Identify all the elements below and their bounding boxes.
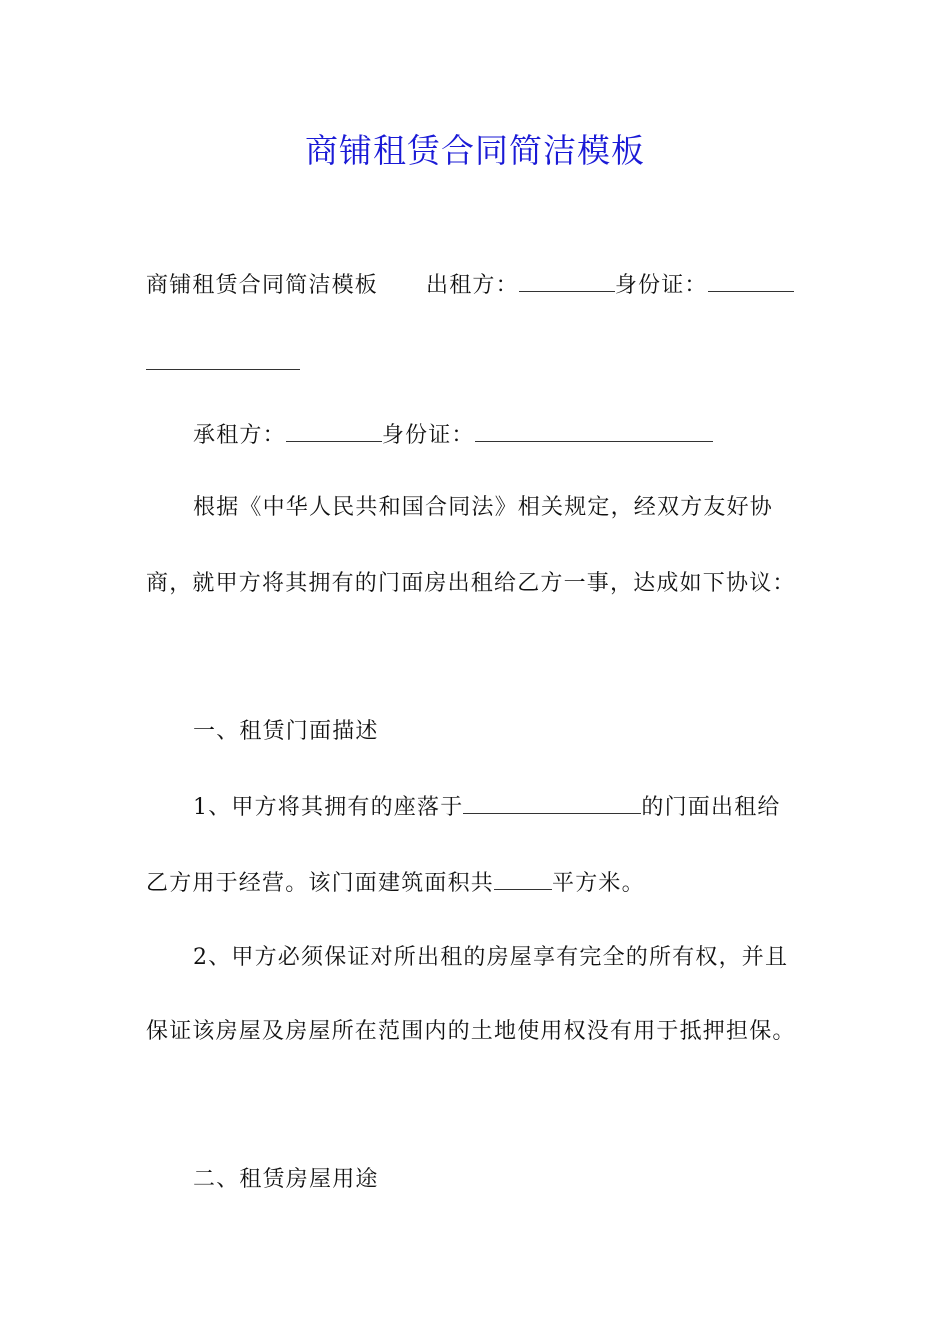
document-title: 商铺租赁合同简洁模板: [305, 131, 645, 170]
lessor-id-blank: [708, 271, 794, 292]
doc-name-text: 商铺租赁合同简洁模板: [146, 273, 379, 298]
lessor-id-label: 身份证：: [614, 273, 708, 298]
item1-text-b: 的门面出租给: [641, 795, 781, 820]
party-line-lessor: [146, 270, 816, 302]
section-1-item-2-line-2: 保证该房屋及房屋所在范围内的土地使用权没有用于抵押担保。: [146, 1019, 796, 1044]
lessor-label: 出租方：: [426, 273, 519, 298]
item1-text-d: 平方米。: [552, 871, 645, 896]
lessee-id-blank: [475, 421, 713, 442]
lessee-blank: [286, 421, 382, 442]
lessee-label: 承租方：: [193, 423, 286, 448]
item1-text-a: 1、甲方将其拥有的座落于: [193, 795, 464, 820]
lessor-id-blank-continued: [146, 369, 300, 370]
section-1-heading: 一、租赁门面描述: [193, 719, 379, 744]
lessee-id-label: 身份证：: [381, 423, 475, 448]
preamble-line-1: 根据《中华人民共和国合同法》相关规定，经双方友好协: [193, 495, 774, 520]
section-1-item-1-line-2: [146, 868, 816, 900]
section-1-item-1-line-1: [193, 792, 863, 824]
party-line-lessee: [193, 420, 863, 452]
section-2-heading: 二、租赁房屋用途: [193, 1167, 379, 1192]
lessor-blank: [519, 271, 615, 292]
item1-text-c: 乙方用于经营。该门面建筑面积共: [146, 871, 495, 896]
area-blank: [494, 869, 552, 890]
location-blank: [463, 793, 641, 814]
preamble-line-2: 商，就甲方将其拥有的门面房出租给乙方一事，达成如下协议：: [146, 571, 796, 596]
section-1-item-2-line-1: 2、甲方必须保证对所出租的房屋享有完全的所有权，并且: [193, 945, 789, 970]
